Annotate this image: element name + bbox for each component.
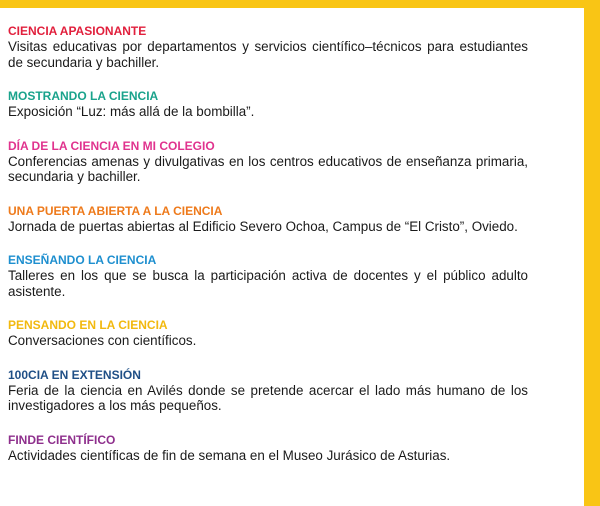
activity-description: Conferencias amenas y divulgativas en los centros educativos de enseñanza primaria, secundaria y bachiller. xyxy=(8,153,528,184)
top-border xyxy=(0,0,600,8)
activity-description: Talleres en los que se busca la participación activa de docentes y el público adulto asistente. xyxy=(8,268,528,299)
activity-description: Exposición “Luz: más allá de la bombilla”. xyxy=(8,104,255,119)
activity-title: 100CIA EN EXTENSIÓN xyxy=(8,367,141,382)
activity-description: Feria de la ciencia en Avilés donde se pretende acercar el lado más humano de los investigadores a los más pequeños. xyxy=(8,382,528,413)
activity-item xyxy=(8,204,528,235)
activity-title: DÍA DE LA CIENCIA EN MI COLEGIO xyxy=(8,138,215,153)
activity-item xyxy=(8,139,528,185)
activity-item xyxy=(8,24,528,70)
activity-description: Jornada de puertas abiertas al Edificio Severo Ochoa, Campus de “El Cristo”, Oviedo. xyxy=(8,218,518,234)
activity-description: Actividades científicas de fin de semana en el Museo Jurásico de Asturias. xyxy=(8,447,451,463)
activity-item xyxy=(8,253,528,299)
activity-item xyxy=(8,89,528,120)
activity-description: Conversaciones con científicos. xyxy=(8,333,197,348)
activity-title: CIENCIA APASIONANTE xyxy=(8,24,147,38)
activity-title: PENSANDO EN LA CIENCIA xyxy=(8,318,168,332)
activity-item xyxy=(8,433,528,464)
activity-title: MOSTRANDO LA CIENCIA xyxy=(8,89,159,103)
activity-description: Visitas educativas por departamentos y servicios científico–técnicos para estudiantes de secundaria y bachiller. xyxy=(8,39,528,70)
right-border xyxy=(584,0,600,506)
activity-title: ENSEÑANDO LA CIENCIA xyxy=(8,253,157,267)
activity-title: UNA PUERTA ABIERTA A LA CIENCIA xyxy=(8,203,223,218)
activities-list xyxy=(8,24,528,482)
activity-title: FINDE CIENTÍFICO xyxy=(8,432,116,447)
activity-item xyxy=(8,368,528,414)
activity-item xyxy=(8,318,528,349)
